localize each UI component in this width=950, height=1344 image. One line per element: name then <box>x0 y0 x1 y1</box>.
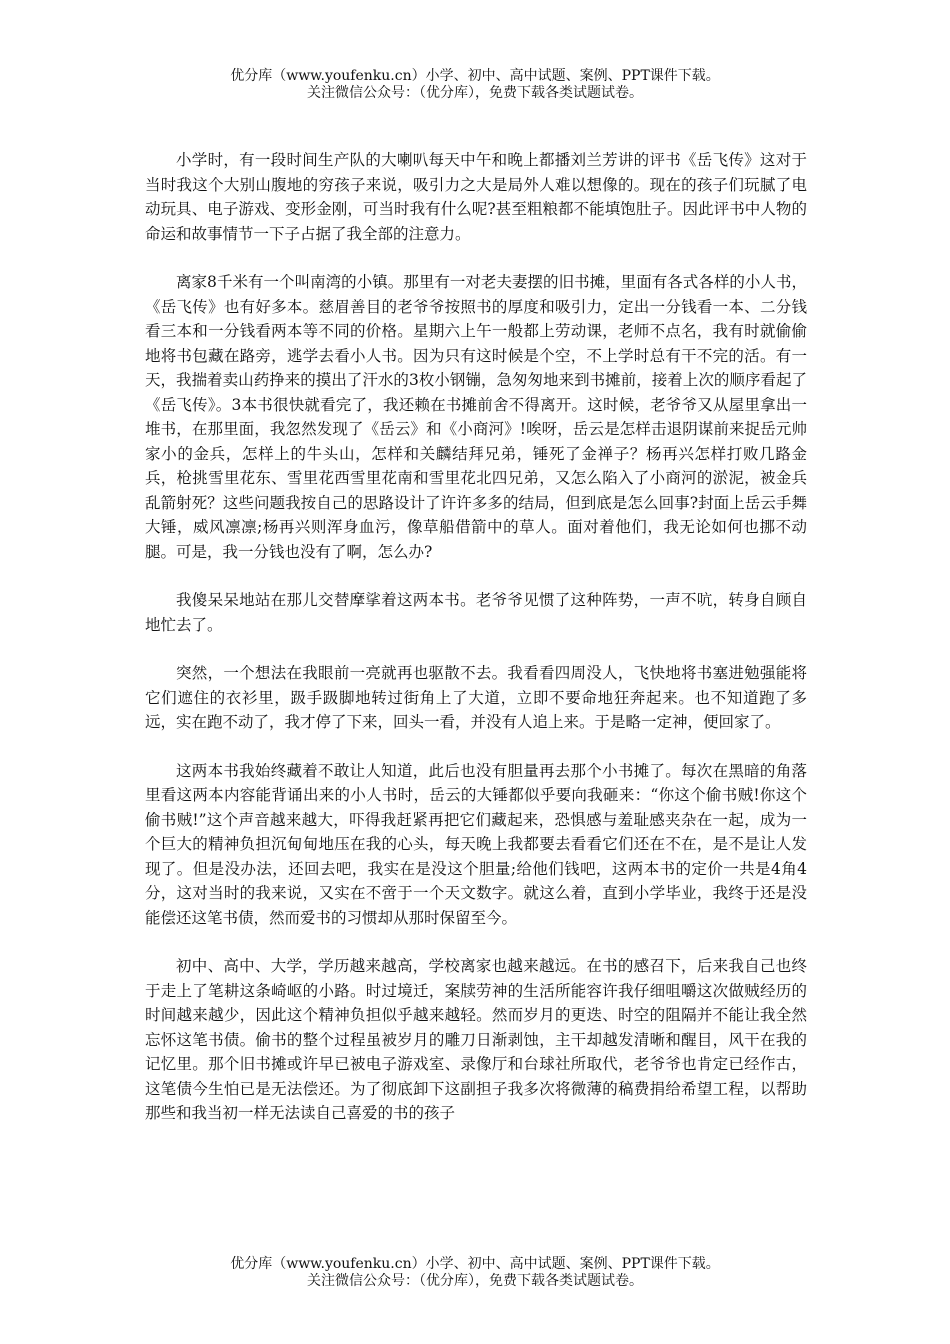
page-header <box>0 68 950 102</box>
paragraph-1: 小学时，有一段时间生产队的大喇叭每天中午和晚上都播刘兰芳讲的评书《岳飞传》这对于当时我这个大别山腹地的穷孩子来说，吸引力之大是局外人难以想像的。现在的孩子们玩腻了电动玩具、电子游戏、变形金刚，可当时我有什么呢?甚至粗粮都不能填饱肚子。因此评书中人物的命运和故事情节一下子占据了我全部的注意力。 <box>145 151 807 243</box>
paragraph-2: 离家8千米有一个叫南湾的小镇。那里有一对老夫妻摆的旧书摊，里面有各式各样的小人书，《岳飞传》也有好多本。慈眉善目的老爷爷按照书的厚度和吸引力，定出一分钱看一本、二分钱看三本和一分钱看两本等不同的价格。星期六上午一般都上劳动课，老师不点名，我有时就偷偷地将书包藏在路旁，逃学去看小人书。因为只有这时候是个空，不上学时总有干不完的活。有一天，我揣着卖山药挣来的摸出了汗水的3枚小钢镚，急匆匆地来到书摊前，接着上次的顺序看起了《岳飞传》。3本书很快就看完了，我还赖在书摊前舍不得离开。这时候，老爷爷又从屋里拿出一堆书，在那里面，我忽然发现了《岳云》和《小商河》!唉呀，岳云是怎样击退阴谋前来捉岳元帅家小的金兵，怎样上的牛头山，怎样和关麟结拜兄弟，锤死了金禅子？杨再兴怎样打败几路金兵，枪挑雪里花东、雪里花西雪里花南和雪里花北四兄弟，又怎么陷入了小商河的淤泥，被金兵乱箭射死？这些问题我按自己的思路设计了许许多多的结局，但到底是怎么回事?封面上岳云手舞大锤，威风凛凛;杨再兴则浑身血污，像草船借箭中的草人。面对着他们，我无论如何也挪不动腿。可是，我一分钱也没有了啊，怎么办? <box>145 273 807 561</box>
article-body <box>145 148 807 1150</box>
paragraph-4: 突然，一个想法在我眼前一亮就再也驱散不去。我看看四周没人，飞快地将书塞进勉强能将它们遮住的衣衫里，趿手趿脚地转过街角上了大道，立即不要命地狂奔起来。也不知道跑了多远，实在跑不动了，我才停了下来，回头一看，并没有人追上来。于是略一定神，便回家了。 <box>145 664 807 731</box>
page-footer <box>0 1256 950 1290</box>
paragraph-6: 初中、高中、大学，学历越来越高，学校离家也越来越远。在书的感召下，后来我自己也终于走上了笔耕这条崎岖的小路。时过境迁，案牍劳神的生活所能容许我仔细咀嚼这次做贼经历的时间越来越少，因此这个精神负担似乎越来越轻。然而岁月的更迭、时空的阻隔并不能让我全然忘怀这笔书债。偷书的整个过程虽被岁月的雕刀日渐剥蚀，主干却越发清晰和醒目，风干在我的记忆里。那个旧书摊或许早已被电子游戏室、录像厅和台球社所取代，老爷爷也肯定已经作古，这笔债今生怕已是无法偿还。为了彻底卸下这副担子我多次将微薄的稿费捐给希望工程，以帮助那些和我当初一样无法读自己喜爱的书的孩子 <box>145 957 807 1122</box>
header-line-2: 关注微信公众号：（优分库），免费下载各类试题试卷。 <box>307 85 643 101</box>
footer-line-1: 优分库（www.youfenku.cn）小学、初中、高中试题、案例、PPT课件下载。 <box>230 1256 720 1272</box>
footer-line-2: 关注微信公众号：（优分库），免费下载各类试题试卷。 <box>307 1273 643 1289</box>
header-line-1: 优分库（www.youfenku.cn）小学、初中、高中试题、案例、PPT课件下载。 <box>230 68 720 84</box>
paragraph-5: 这两本书我始终藏着不敢让人知道，此后也没有胆量再去那个小书摊了。每次在黑暗的角落里看这两本内容能背诵出来的小人书时，岳云的大锤都似乎要向我砸来：“你这个偷书贼!你这个偷书贼!”这个声音越来越大，吓得我赶紧再把它们藏起来，恐惧感与羞耻感夹杂在一起，成为一个巨大的精神负担沉甸甸地压在我的心头，每天晚上我都要去看看它们还在不在，是不是让人发现了。但是没办法，还回去吧，我实在是没这个胆量;给他们钱吧，这两本书的定价一共是4角4分，这对当时的我来说，又实在不啻于一个天文数字。就这么着，直到小学毕业，我终于还是没能偿还这笔书债，然而爱书的习惯却从那时保留至今。 <box>145 761 807 927</box>
paragraph-3: 我傻呆呆地站在那儿交替摩挲着这两本书。老爷爷见惯了这种阵势，一声不吭，转身自顾自地忙去了。 <box>145 591 807 634</box>
